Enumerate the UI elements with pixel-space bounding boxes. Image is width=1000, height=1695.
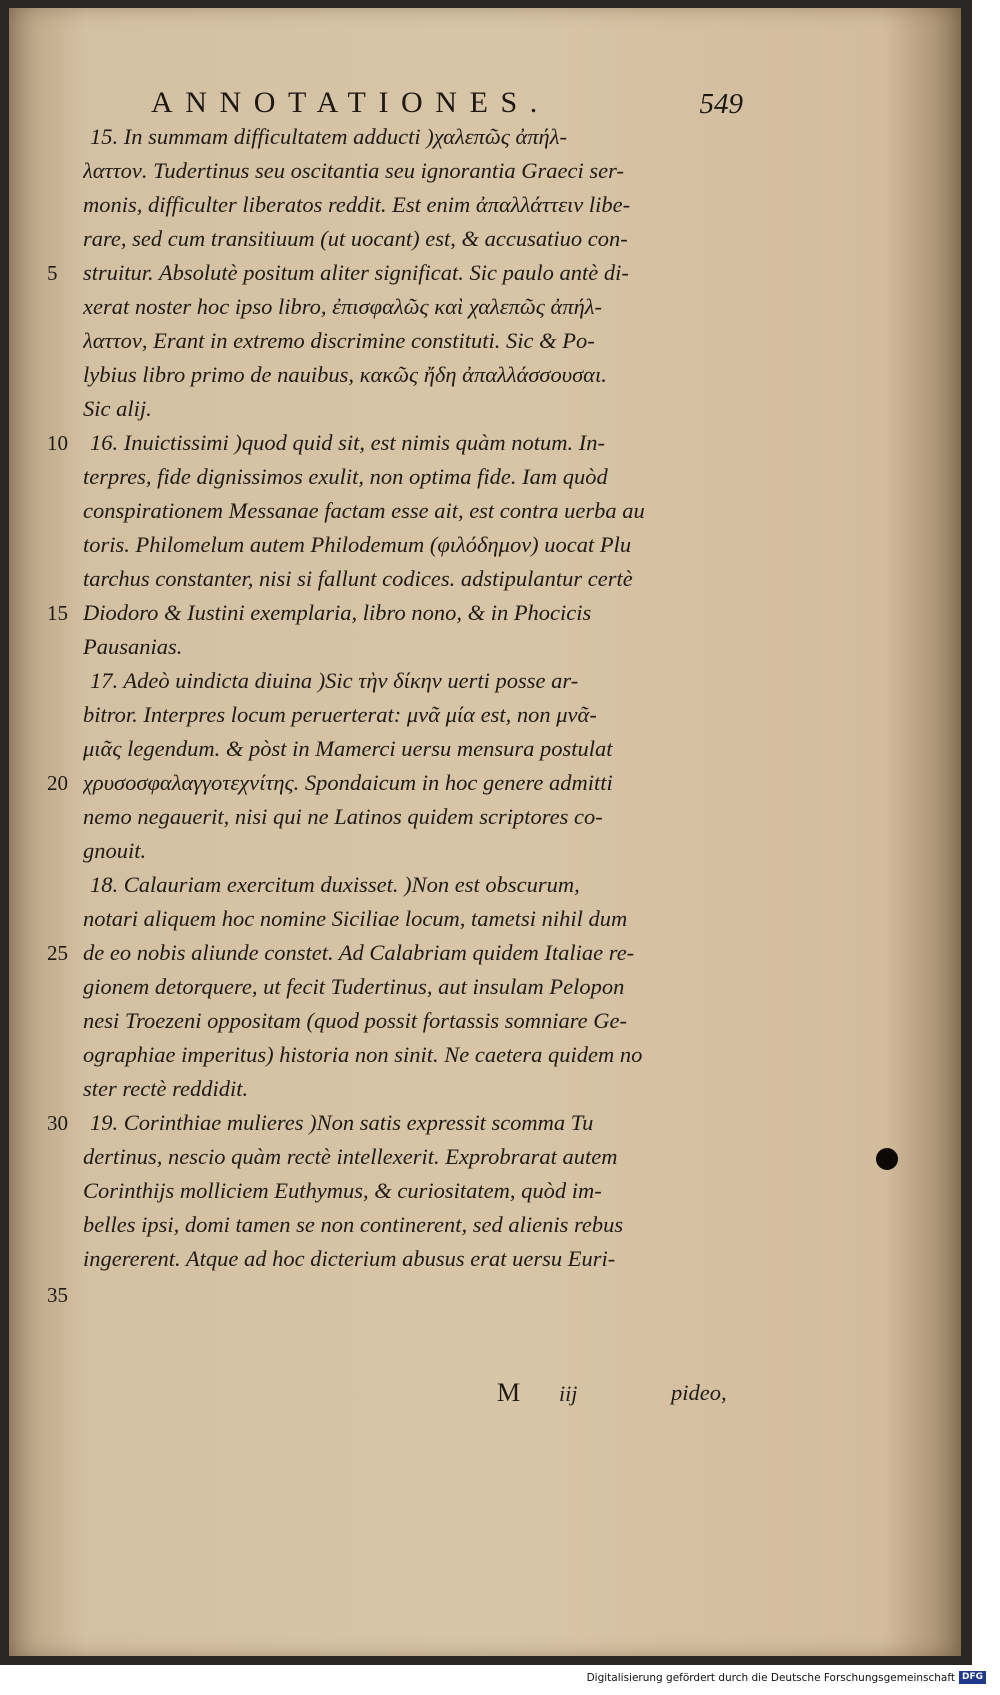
line-number: 20 <box>47 771 68 795</box>
text-line: nemo negauerit, nisi qui ne Latinos quidem scriptores co- <box>83 804 603 829</box>
footer-credit: Digitalisierung gefördert durch die Deutsche Forschungsgemeinschaft <box>586 1671 955 1684</box>
line-number: 30 <box>47 1111 68 1135</box>
line-number: 5 <box>47 261 58 285</box>
text-line: Corinthijs molliciem Euthymus, & curiositatem, quòd im- <box>83 1178 602 1203</box>
text-line: lybius libro primo de nauibus, κακῶς ἤδη ἀπαλλάσσουσαι. <box>83 362 607 387</box>
line-number: 10 <box>47 431 68 455</box>
dfg-logo-icon: DFG <box>959 1671 986 1684</box>
text-line: Pausanias. <box>83 634 183 659</box>
text-line: μιᾶς legendum. & pòst in Mamerci uersu mensura postulat <box>83 736 613 761</box>
text-line: nesi Troezeni oppositam (quod possit fortassis somniare Ge- <box>83 1008 627 1033</box>
signature-mark: M <box>497 1378 521 1407</box>
text-line: 18. Calauriam exercitum duxisset. )Non est obscurum, <box>90 872 580 897</box>
line-number: 15 <box>47 601 68 625</box>
text-line: gnouit. <box>83 838 147 863</box>
text-line: tarchus constanter, nisi si fallunt codices. adstipulantur certè <box>83 566 633 591</box>
page-number: 549 <box>699 88 743 120</box>
text-line: 15. In summam difficultatem adducti )χαλεπῶς ἀπήλ- <box>90 124 567 149</box>
line-number: 35 <box>47 1283 68 1307</box>
text-line: monis, difficulter liberatos reddit. Est enim ἀπαλλάττειν libe- <box>83 192 631 217</box>
text-line: Diodoro & Iustini exemplaria, libro nono, & in Phocicis <box>83 600 592 625</box>
text-line: 19. Corinthiae mulieres )Non satis expressit scomma Tu <box>90 1110 594 1135</box>
text-line: 16. Inuictissimi )quod quid sit, est nimis quàm notum. In- <box>90 430 605 455</box>
text-line: belles ipsi, domi tamen se non continerent, sed alienis rebus <box>83 1212 624 1237</box>
text-line: struitur. Absolutè positum aliter significat. Sic paulo antè di- <box>83 260 629 285</box>
book-page <box>9 8 961 1656</box>
text-line: conspirationem Messanae factam esse ait, est contra uerba au <box>83 498 645 523</box>
text-line: Sic alij. <box>83 396 152 421</box>
text-line: χρυσοσφαλαγγοτεχνίτης. Spondaicum in hoc genere admitti <box>83 770 613 795</box>
signature-number: iij <box>559 1381 578 1406</box>
text-line: terpres, fide dignissimos exulit, non optima fide. Iam quòd <box>83 464 608 489</box>
ink-dot <box>876 1148 898 1170</box>
text-line: 17. Adeò uindicta diuina )Sic τὴν δίκην uerti posse ar- <box>90 668 579 693</box>
text-line: xerat noster hoc ipso libro, ἐπισφαλῶς καὶ χαλεπῶς ἀπήλ- <box>83 294 603 319</box>
text-line: dertinus, nescio quàm rectè intellexerit. Exprobrarat autem <box>83 1144 618 1169</box>
text-line: toris. Philomelum autem Philodemum (φιλόδημον) uocat Plu <box>83 532 632 557</box>
catchword: pideo, <box>671 1380 727 1405</box>
text-line: bitror. Interpres locum peruerterat: μνᾶ μία est, non μνᾶ- <box>83 702 597 727</box>
text-block <box>9 8 961 1656</box>
running-title: ANNOTATIONES. <box>151 86 550 119</box>
text-line: gionem detorquere, ut fecit Tudertinus, aut insulam Pelopon <box>83 974 625 999</box>
text-line: ster rectè reddidit. <box>83 1076 249 1101</box>
line-number: 25 <box>47 941 68 965</box>
text-line: de eo nobis aliunde constet. Ad Calabriam quidem Italiae re- <box>83 940 635 965</box>
text-line: rare, sed cum transitiuum (ut uocant) est, & accusatiuo con- <box>83 226 628 251</box>
text-line: λαττον, Erant in extremo discrimine constituti. Sic & Po- <box>83 328 595 353</box>
text-line: notari aliquem hoc nomine Siciliae locum, tametsi nihil dum <box>83 906 628 931</box>
text-line: ographiae imperitus) historia non sinit. Ne caetera quidem no <box>83 1042 643 1067</box>
digitization-footer <box>587 1671 986 1684</box>
text-line: ingererent. Atque ad hoc dicterium abusus erat uersu Euri- <box>83 1246 616 1271</box>
text-line: λαττον. Tudertinus seu oscitantia seu ignorantia Graeci ser- <box>83 158 624 183</box>
